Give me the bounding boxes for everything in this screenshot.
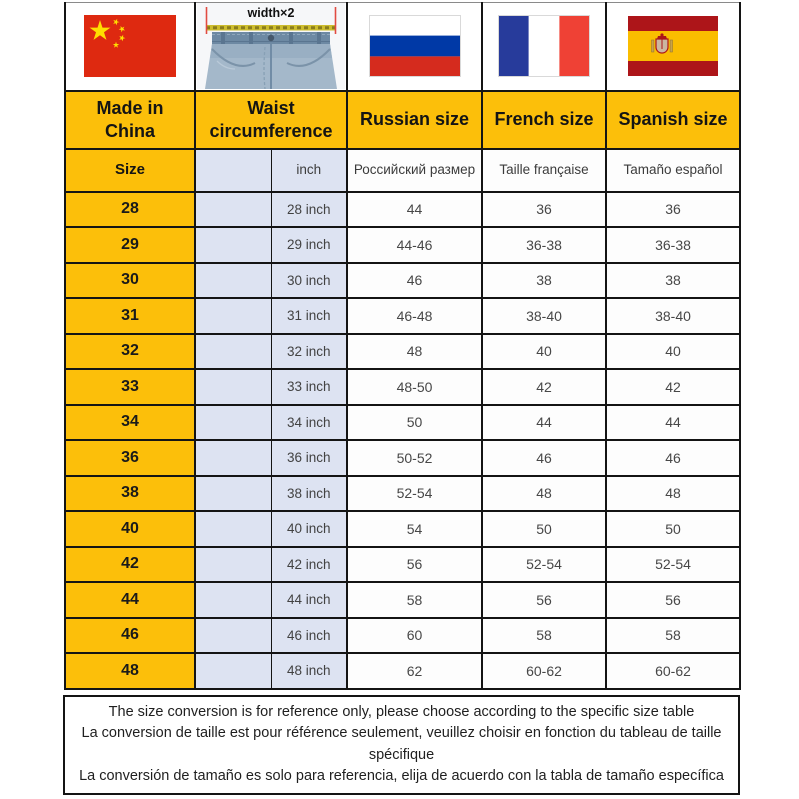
french-size-cell: 46 (482, 440, 606, 476)
spanish-size-cell: 56 (606, 582, 740, 618)
size-cell: 30 (65, 263, 195, 299)
french-size-cell: 58 (482, 618, 606, 654)
waist-inch-cell: 44 inch (271, 582, 347, 618)
size-row (65, 582, 740, 618)
subheader-size: Size (65, 149, 195, 192)
disclaimer-line-fr: La conversion de taille est pour référence seulement, veuillez choisir en fonction du tableau de taille spécifique (81, 725, 722, 763)
french-size-cell: 50 (482, 511, 606, 547)
spanish-size-cell: 38-40 (606, 298, 740, 334)
france-flag-icon (498, 15, 590, 77)
french-size-cell: 40 (482, 334, 606, 370)
size-cell: 34 (65, 405, 195, 441)
waist-inch-cell: 36 inch (271, 440, 347, 476)
size-conversion-table (64, 2, 741, 690)
china-flag-icon (84, 15, 176, 77)
russian-size-cell: 50 (347, 405, 482, 441)
waist-blank-cell (195, 653, 271, 689)
size-cell: 44 (65, 582, 195, 618)
size-cell: 48 (65, 653, 195, 689)
header-made-in-china: Made in China (65, 91, 195, 149)
french-size-cell: 44 (482, 405, 606, 441)
french-size-cell: 56 (482, 582, 606, 618)
spain-flag-icon (628, 16, 718, 76)
russian-size-cell: 52-54 (347, 476, 482, 512)
size-cell: 32 (65, 334, 195, 370)
spain-flag-cell (606, 3, 740, 91)
size-row (65, 511, 740, 547)
russian-size-cell: 48 (347, 334, 482, 370)
russian-size-cell: 60 (347, 618, 482, 654)
waist-inch-cell: 40 inch (271, 511, 347, 547)
size-row (65, 334, 740, 370)
size-row (65, 618, 740, 654)
russian-size-cell: 56 (347, 547, 482, 583)
french-size-cell: 36 (482, 192, 606, 228)
waist-blank-cell (195, 334, 271, 370)
spanish-size-cell: 52-54 (606, 547, 740, 583)
waist-blank-cell (195, 298, 271, 334)
size-cell: 46 (65, 618, 195, 654)
size-cell: 29 (65, 227, 195, 263)
waist-inch-cell: 28 inch (271, 192, 347, 228)
size-row (65, 263, 740, 299)
size-row (65, 405, 740, 441)
size-cell: 40 (65, 511, 195, 547)
size-row (65, 440, 740, 476)
china-flag-cell (65, 3, 195, 91)
spanish-size-cell: 46 (606, 440, 740, 476)
waist-blank-cell (195, 192, 271, 228)
size-row (65, 192, 740, 228)
waist-blank-cell (195, 440, 271, 476)
waist-inch-cell: 31 inch (271, 298, 347, 334)
waist-inch-cell: 46 inch (271, 618, 347, 654)
russian-size-cell: 46 (347, 263, 482, 299)
size-row (65, 547, 740, 583)
russian-size-cell: 46-48 (347, 298, 482, 334)
waist-inch-cell: 32 inch (271, 334, 347, 370)
french-size-cell: 38-40 (482, 298, 606, 334)
france-flag-cell (482, 3, 606, 91)
waist-inch-cell: 42 inch (271, 547, 347, 583)
header-spanish-size: Spanish size (606, 91, 740, 149)
size-row (65, 227, 740, 263)
russian-size-cell: 44 (347, 192, 482, 228)
waist-inch-cell: 38 inch (271, 476, 347, 512)
waist-blank-cell (195, 369, 271, 405)
french-size-cell: 38 (482, 263, 606, 299)
spanish-size-cell: 36 (606, 192, 740, 228)
subheader-spanish: Tamaño español (606, 149, 740, 192)
spanish-size-cell: 36-38 (606, 227, 740, 263)
size-row (65, 476, 740, 512)
french-size-cell: 36-38 (482, 227, 606, 263)
russia-flag-icon (369, 15, 461, 77)
spanish-size-cell: 40 (606, 334, 740, 370)
waist-inch-cell: 34 inch (271, 405, 347, 441)
spanish-size-cell: 60-62 (606, 653, 740, 689)
size-row (65, 298, 740, 334)
subheader-inch: inch (271, 149, 347, 192)
title-row (65, 91, 740, 149)
header-french-size: French size (482, 91, 606, 149)
size-cell: 36 (65, 440, 195, 476)
french-size-cell: 60-62 (482, 653, 606, 689)
spanish-size-cell: 50 (606, 511, 740, 547)
spanish-size-cell: 42 (606, 369, 740, 405)
size-cell: 42 (65, 547, 195, 583)
spanish-size-cell: 48 (606, 476, 740, 512)
russian-size-cell: 62 (347, 653, 482, 689)
jeans-waist-image (197, 3, 345, 89)
russian-size-cell: 44-46 (347, 227, 482, 263)
waist-inch-cell: 48 inch (271, 653, 347, 689)
flags-row (65, 3, 740, 91)
waist-blank-cell (195, 227, 271, 263)
size-row (65, 369, 740, 405)
header-waist-circumference: Waist circumference (195, 91, 347, 149)
waist-blank-cell (195, 511, 271, 547)
disclaimer-line-en: The size conversion is for reference only, please choose according to the specific size table (108, 704, 695, 720)
waist-blank-cell (195, 405, 271, 441)
french-size-cell: 52-54 (482, 547, 606, 583)
waist-blank-cell (195, 618, 271, 654)
header-russian-size: Russian size (347, 91, 482, 149)
spanish-size-cell: 58 (606, 618, 740, 654)
waist-blank-cell (195, 547, 271, 583)
subheader-waist-blank (195, 149, 271, 192)
width-x2-label: width×2 (247, 6, 295, 21)
size-row (65, 653, 740, 689)
subheader-french: Taille française (482, 149, 606, 192)
size-cell: 28 (65, 192, 195, 228)
jeans-image-cell (195, 3, 347, 91)
waist-blank-cell (195, 582, 271, 618)
russia-flag-cell (347, 3, 482, 91)
spanish-size-cell: 38 (606, 263, 740, 299)
waist-blank-cell (195, 476, 271, 512)
subheader-russian: Российский размер (347, 149, 482, 192)
waist-inch-cell: 29 inch (271, 227, 347, 263)
size-cell: 38 (65, 476, 195, 512)
waist-blank-cell (195, 263, 271, 299)
russian-size-cell: 48-50 (347, 369, 482, 405)
disclaimer-line-es: La conversión de tamaño es solo para referencia, elija de acuerdo con la tabla de tamaño específica (79, 768, 724, 785)
russian-size-cell: 50-52 (347, 440, 482, 476)
size-cell: 33 (65, 369, 195, 405)
russian-size-cell: 58 (347, 582, 482, 618)
waist-inch-cell: 30 inch (271, 263, 347, 299)
french-size-cell: 48 (482, 476, 606, 512)
spanish-size-cell: 44 (606, 405, 740, 441)
waist-inch-cell: 33 inch (271, 369, 347, 405)
size-cell: 31 (65, 298, 195, 334)
russian-size-cell: 54 (347, 511, 482, 547)
french-size-cell: 42 (482, 369, 606, 405)
disclaimer-box (63, 695, 740, 795)
subheader-row (65, 149, 740, 192)
